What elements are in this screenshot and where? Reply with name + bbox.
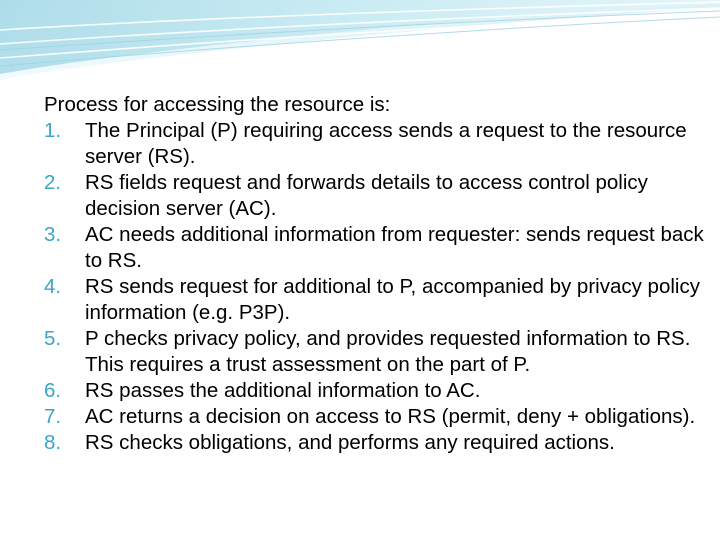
step-text: RS fields request and forwards details to access control policy decision server (AC). <box>85 171 648 220</box>
step-text: AC returns a decision on access to RS (permit, deny + obligations). <box>85 405 696 428</box>
step-text: RS sends request for additional to P, accompanied by privacy policy information (e.g. P3P). <box>85 275 700 324</box>
intro-text: Process for accessing the resource is: <box>44 93 391 116</box>
step-text: AC needs additional information from requester: sends request back to RS. <box>85 223 704 272</box>
step-number: 6. <box>44 379 62 402</box>
step-text: P checks privacy policy, and provides requested information to RS. This requires a trust assessment on the part of P. <box>85 327 691 376</box>
step-number: 1. <box>44 119 62 142</box>
header-wave-decoration <box>0 0 720 90</box>
list-item <box>44 430 704 456</box>
list-item <box>44 274 704 326</box>
list-item <box>44 118 704 170</box>
step-number: 8. <box>44 431 62 454</box>
list-item <box>44 170 704 222</box>
step-text: The Principal (P) requiring access sends a request to the resource server (RS). <box>85 119 687 168</box>
step-text: RS checks obligations, and performs any required actions. <box>85 431 615 454</box>
step-text: RS passes the additional information to AC. <box>85 379 481 402</box>
slide-body <box>44 92 704 456</box>
step-number: 2. <box>44 171 62 194</box>
step-number: 4. <box>44 275 62 298</box>
steps-list <box>44 118 704 456</box>
list-item <box>44 326 704 378</box>
step-number: 7. <box>44 405 62 428</box>
step-number: 5. <box>44 327 62 350</box>
step-number: 3. <box>44 223 62 246</box>
list-item <box>44 222 704 274</box>
list-item <box>44 404 704 430</box>
list-item <box>44 378 704 404</box>
